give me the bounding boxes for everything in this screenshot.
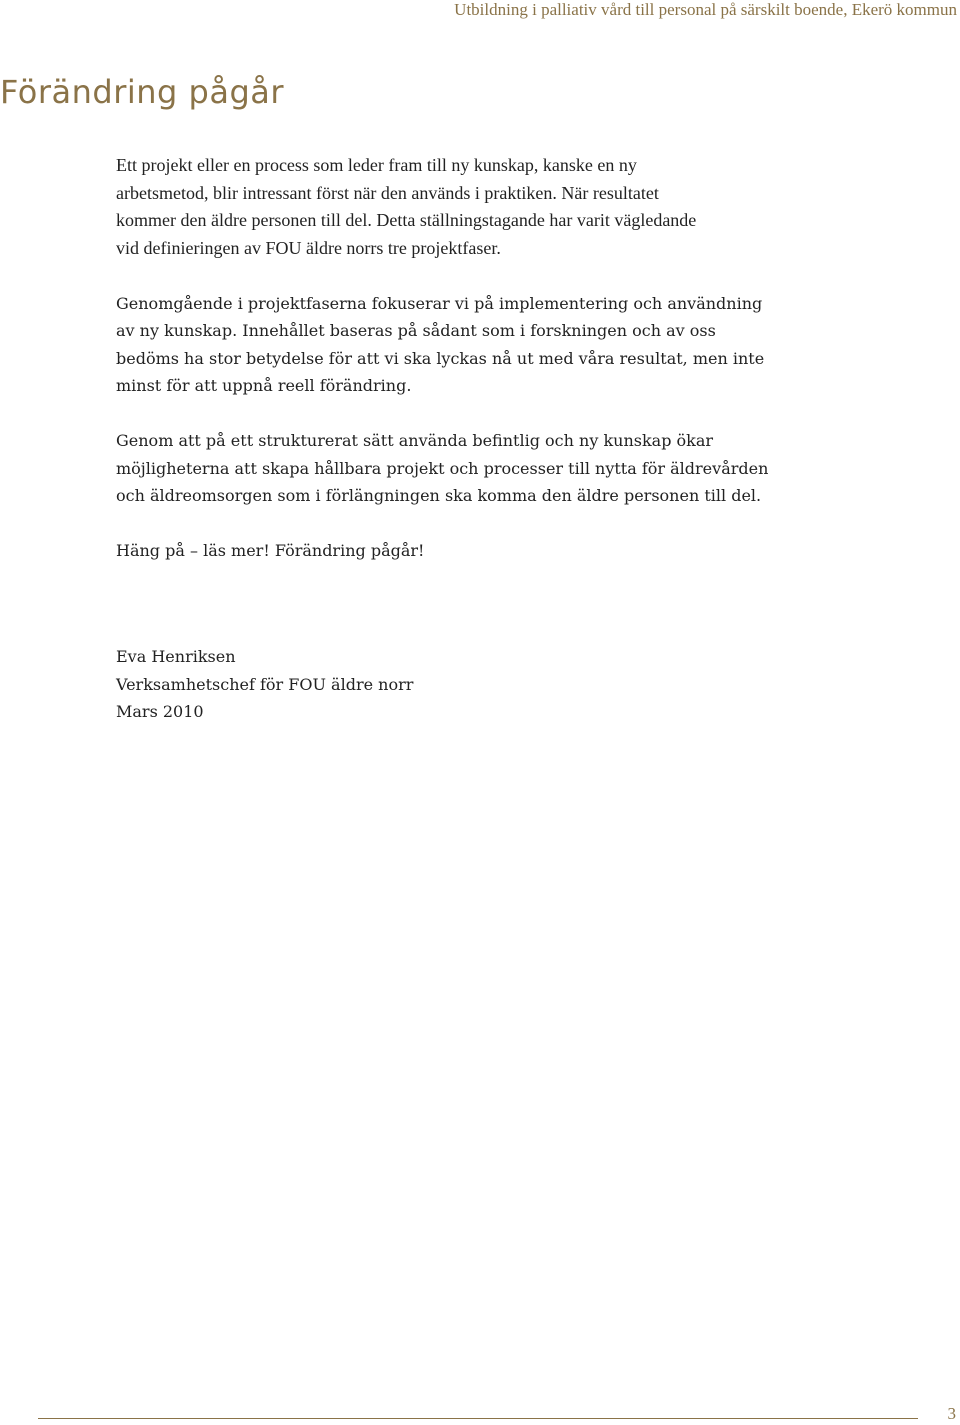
- paragraph-line: kommer den äldre personen till del. Detta ställningstagande har varit vägledande: [116, 210, 697, 230]
- page-title: Förändring pågår: [0, 73, 285, 111]
- footer-rule: [38, 1418, 918, 1419]
- paragraph-4: [116, 537, 916, 565]
- paragraph-2: [116, 290, 916, 400]
- paragraph-line: och äldreomsorgen som i förlängningen ska komma den äldre personen till del.: [116, 486, 762, 505]
- paragraph-line: Genom att på ett strukturerat sätt använda befintlig och ny kunskap ökar: [116, 431, 714, 450]
- paragraph-line: Häng på – läs mer! Förändring pågår!: [116, 541, 425, 560]
- paragraph-line: Ett projekt eller en process som leder fram till ny kunskap, kanske en ny: [116, 155, 637, 175]
- paragraph-line: möjligheterna att skapa hållbara projekt och processer till nytta för äldrevården: [116, 458, 769, 478]
- paragraph-line: arbetsmetod, blir intressant först när den används i praktiken. När resultatet: [116, 182, 659, 203]
- paragraph-line: vid definieringen av FOU äldre norrs tre projektfaser.: [116, 237, 501, 258]
- signature-role: Verksamhetschef för FOU äldre norr: [116, 674, 414, 694]
- paragraph-line: Genomgående i projektfaserna fokuserar vi på implementering och användning: [116, 293, 763, 313]
- running-header: Utbildning i palliativ vård till personal på särskilt boende, Ekerö kommun: [454, 0, 957, 19]
- page-number: 3: [947, 1404, 956, 1423]
- signature-name: Eva Henriksen: [116, 647, 236, 666]
- signature-block: [116, 643, 413, 726]
- body-text: [116, 152, 916, 592]
- paragraph-line: bedöms ha stor betydelse för att vi ska lyckas nå ut med våra resultat, men inte: [116, 348, 765, 368]
- paragraph-3: [116, 427, 916, 510]
- signature-date: Mars 2010: [116, 702, 204, 721]
- paragraph-1: [116, 152, 916, 262]
- paragraph-line: av ny kunskap. Innehållet baseras på sådant som i forskningen och av oss: [116, 321, 716, 340]
- paragraph-line: minst för att uppnå reell förändring.: [116, 376, 412, 395]
